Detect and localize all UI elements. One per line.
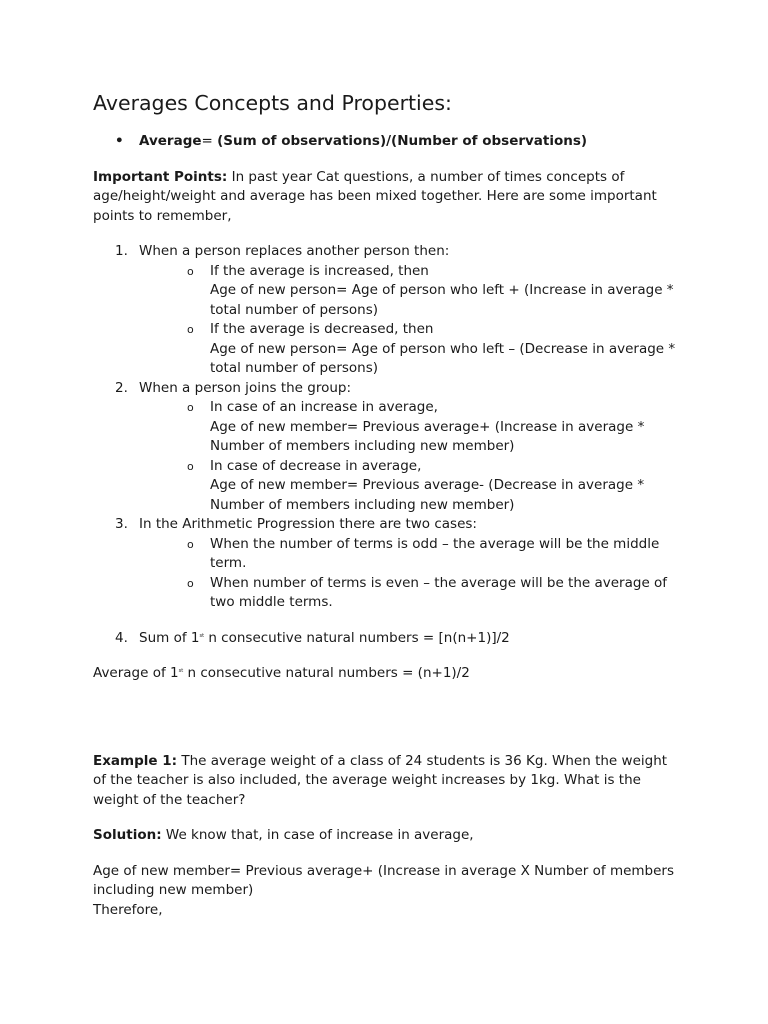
average-term: Average: [139, 133, 202, 149]
sub-item-line: When number of terms is even – the average will be the average of two middle terms.: [210, 574, 668, 610]
document-page: [93, 88, 683, 920]
solution-text: We know that, in case of increase in average,: [161, 827, 474, 843]
list-item-text: When a person joins the group:: [139, 379, 352, 396]
list-item: [93, 515, 683, 535]
sub-item-line: If the average is decreased, then: [210, 321, 434, 337]
sub-list-item: [93, 457, 683, 516]
circle-bullet-icon: o: [187, 459, 194, 473]
list-item: [93, 629, 683, 649]
list-item: [93, 379, 683, 399]
circle-bullet-icon: o: [187, 264, 194, 278]
sub-list-item: [93, 398, 683, 457]
average-natural-numbers: [93, 664, 683, 684]
example-text: The average weight of a class of 24 students is 36 Kg. When the weight of the teacher is also included, the average weight increases by 1kg. What is the weight of the teacher?: [93, 752, 668, 808]
superscript-st: st: [199, 632, 205, 639]
sub-list-item: [93, 535, 683, 574]
therefore-line: Therefore,: [93, 901, 163, 918]
formula-paragraph: Age of new member= Previous average+ (Increase in average X Number of members including new member): [93, 862, 675, 898]
list-item-text: In the Arithmetic Progression there are two cases:: [139, 516, 477, 532]
circle-bullet-icon: o: [187, 323, 194, 336]
circle-bullet-icon: o: [187, 576, 194, 590]
sub-list-item: [93, 574, 683, 613]
sum-formula-pre: Sum of 1: [139, 629, 200, 646]
average-line-pre: Average of 1: [93, 665, 179, 681]
superscript-st: st: [178, 668, 184, 674]
solution-label: Solution:: [93, 827, 162, 843]
circle-bullet-icon: o: [187, 537, 194, 551]
bullet-icon: •: [115, 133, 124, 149]
sub-item-line: When the number of terms is odd – the average will be the middle term.: [210, 535, 660, 571]
sub-item-line: In case of decrease in average,: [210, 457, 422, 474]
list-item: [93, 242, 683, 262]
important-label: Important Points:: [93, 168, 228, 185]
list-number: 4.: [115, 629, 128, 646]
example-label: Example 1:: [93, 752, 178, 769]
sub-item-formula: Age of new person= Age of person who left + (Increase in average * total number of persons): [210, 282, 674, 318]
important-text: In past year Cat questions, a number of times concepts of age/height/weight and average has been mixed together. Here are some important points to remember,: [93, 168, 657, 224]
average-equals: =: [201, 133, 218, 149]
solution-paragraph: [93, 826, 683, 846]
page-title: Averages Concepts and Properties:: [93, 91, 452, 115]
average-line-post: n consecutive natural numbers = (n+1)/2: [183, 665, 470, 681]
sum-formula-post: n consecutive natural numbers = [n(n+1)]/2: [204, 629, 510, 646]
sub-item-line: If the average is increased, then: [210, 262, 429, 279]
sub-item-formula: Age of new person= Age of person who left – (Decrease in average * total number of persons): [210, 340, 676, 376]
sub-item-formula: Age of new member= Previous average+ (Increase in average * Number of members including new member): [210, 418, 645, 454]
circle-bullet-icon: o: [187, 401, 194, 414]
average-definition: [93, 132, 683, 152]
important-points: [93, 168, 683, 227]
sub-item-line: In case of an increase in average,: [210, 399, 438, 415]
average-formula: (Sum of observations)/(Number of observations): [217, 133, 588, 149]
list-item-text: When a person replaces another person then:: [139, 243, 450, 259]
list-number: 1.: [115, 243, 128, 259]
sub-list-item: [93, 320, 683, 379]
sub-item-formula: Age of new member= Previous average- (Decrease in average * Number of members including new member): [210, 477, 645, 513]
sub-list-item: [93, 262, 683, 321]
list-number: 3.: [115, 516, 128, 532]
example-paragraph: [93, 752, 683, 811]
list-number: 2.: [115, 379, 128, 396]
